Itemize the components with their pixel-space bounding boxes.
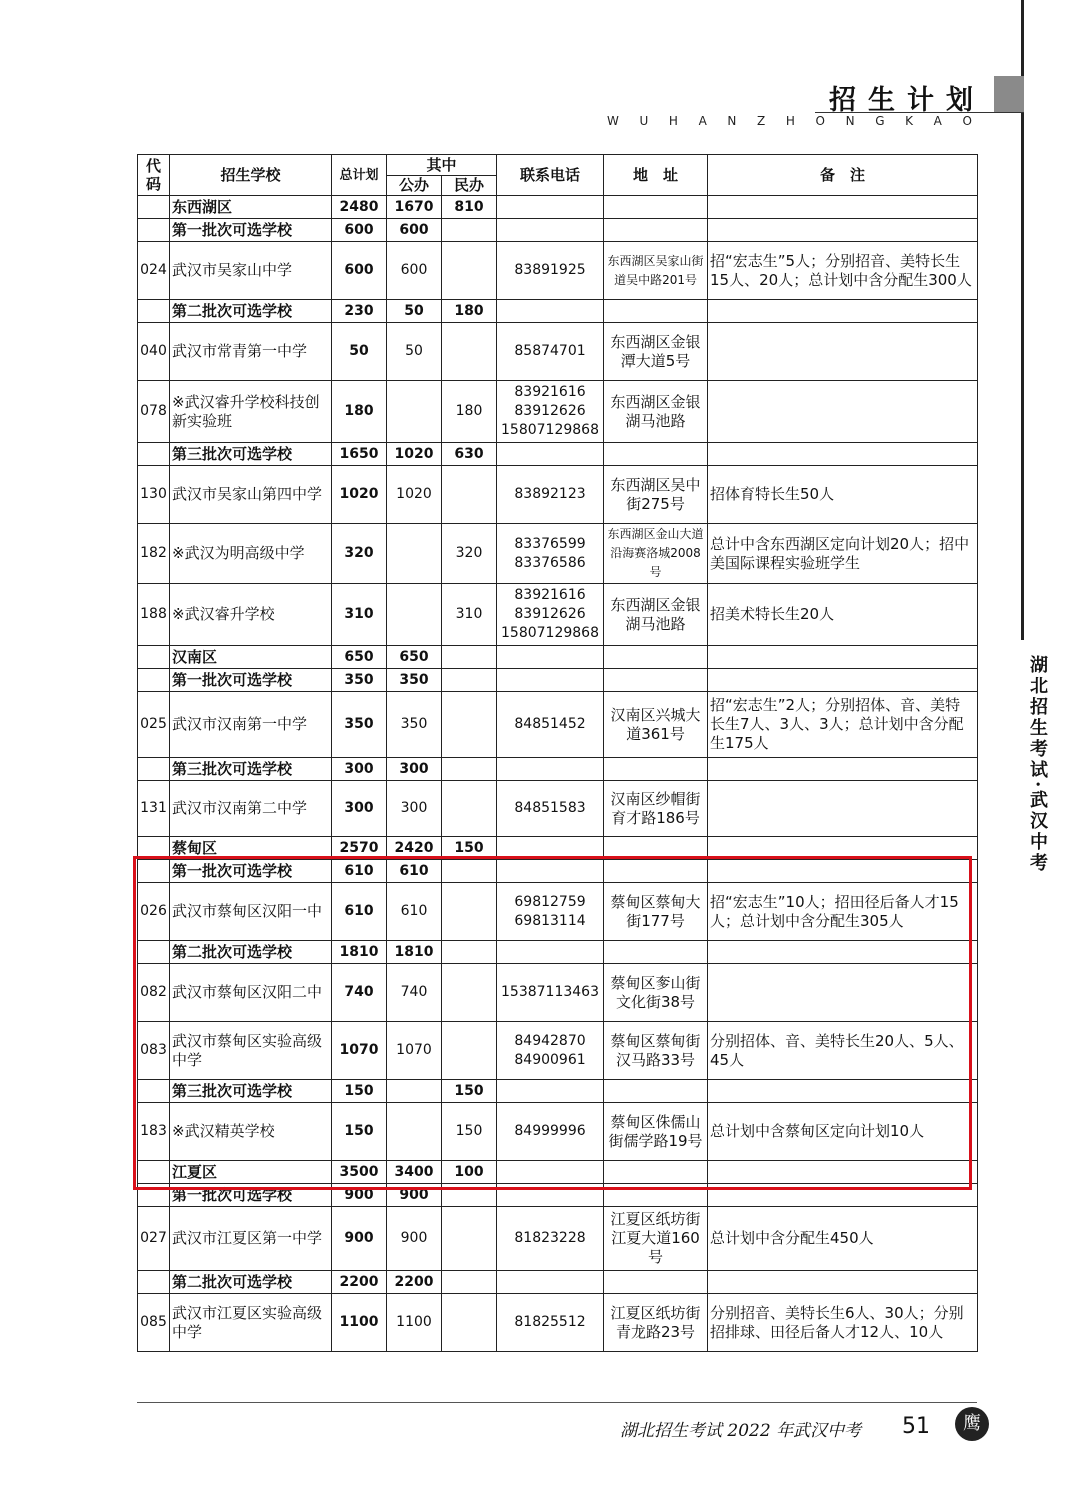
cell-pub: 50 xyxy=(387,323,442,381)
cell-addr xyxy=(604,300,708,323)
cell-remark: 总计划中含蔡甸区定向计划10人 xyxy=(708,1103,978,1161)
latin-letter: O xyxy=(815,114,825,128)
cell-priv: 810 xyxy=(442,196,497,219)
cell-total: 650 xyxy=(332,646,387,669)
latin-letter: N xyxy=(845,114,855,128)
bottom-rule xyxy=(137,1402,977,1403)
cell-code: 188 xyxy=(138,584,170,646)
cell-priv xyxy=(442,466,497,524)
cell-code: 131 xyxy=(138,781,170,837)
cell-addr: 东西湖区金山大道沿海赛洛城2008号 xyxy=(604,524,708,584)
cell-name: 第一批次可选学校 xyxy=(170,219,332,242)
cell-total: 900 xyxy=(332,1184,387,1207)
cell-code xyxy=(138,669,170,692)
cell-addr: 汉南区纱帽街育才路186号 xyxy=(604,781,708,837)
header-shade xyxy=(994,76,1024,112)
header-remark: 备 注 xyxy=(708,155,978,196)
cell-priv xyxy=(442,692,497,758)
cell-code: 024 xyxy=(138,242,170,300)
latin-letter: N xyxy=(727,114,737,128)
cell-code: 130 xyxy=(138,466,170,524)
cell-name: 武汉市常青第一中学 xyxy=(170,323,332,381)
cell-addr: 东西湖区金银湖马池路 xyxy=(604,381,708,443)
cell-pub: 1070 xyxy=(387,1022,442,1080)
cell-priv xyxy=(442,1207,497,1271)
cell-total: 2200 xyxy=(332,1271,387,1294)
cell-phone xyxy=(497,443,604,466)
cell-total: 230 xyxy=(332,300,387,323)
cell-priv: 150 xyxy=(442,1103,497,1161)
cell-total: 1070 xyxy=(332,1022,387,1080)
cell-code xyxy=(138,219,170,242)
cell-pub: 350 xyxy=(387,692,442,758)
cell-remark xyxy=(708,646,978,669)
cell-priv xyxy=(442,758,497,781)
cell-total: 1810 xyxy=(332,941,387,964)
cell-name: 第二批次可选学校 xyxy=(170,1271,332,1294)
header-total: 总计划 xyxy=(332,155,387,196)
header-school: 招生学校 xyxy=(170,155,332,196)
cell-code: 026 xyxy=(138,883,170,941)
table-row xyxy=(138,1294,978,1352)
cell-total: 900 xyxy=(332,1207,387,1271)
cell-total: 350 xyxy=(332,692,387,758)
cell-priv xyxy=(442,219,497,242)
section-row xyxy=(138,646,978,669)
cell-phone: 84851452 xyxy=(497,692,604,758)
cell-remark: 招“宏志生”5人；分别招音、美特长生15人、20人；总计划中含分配生300人 xyxy=(708,242,978,300)
cell-remark: 招“宏志生”10人；招田径后备人才15人；总计划中含分配生305人 xyxy=(708,883,978,941)
cell-phone: 15387113463 xyxy=(497,964,604,1022)
cell-total: 310 xyxy=(332,584,387,646)
cell-addr: 蔡甸区侏儒山街儒学路19号 xyxy=(604,1103,708,1161)
cell-name: 武汉市吴家山中学 xyxy=(170,242,332,300)
table-row xyxy=(138,524,978,584)
cell-remark xyxy=(708,300,978,323)
latin-letter: W xyxy=(607,114,619,128)
cell-name: 第二批次可选学校 xyxy=(170,941,332,964)
latin-letter: H xyxy=(785,114,795,128)
cell-phone: 83921616 83912626 15807129868 xyxy=(497,584,604,646)
side-title: 湖北招生考试·武汉中考 xyxy=(1027,655,1048,875)
section-row xyxy=(138,196,978,219)
cell-name: 武汉市江夏区第一中学 xyxy=(170,1207,332,1271)
cell-addr xyxy=(604,443,708,466)
cell-code: 025 xyxy=(138,692,170,758)
cell-addr: 东西湖区金银湖马池路 xyxy=(604,584,708,646)
cell-remark xyxy=(708,669,978,692)
cell-total: 610 xyxy=(332,883,387,941)
cell-addr: 东西湖区吴家山街道吴中路201号 xyxy=(604,242,708,300)
cell-total: 300 xyxy=(332,758,387,781)
cell-pub xyxy=(387,381,442,443)
cell-remark xyxy=(708,219,978,242)
cell-code xyxy=(138,758,170,781)
cell-pub xyxy=(387,584,442,646)
cell-code xyxy=(138,1271,170,1294)
cell-name: 第一批次可选学校 xyxy=(170,669,332,692)
header-private: 民办 xyxy=(442,176,497,196)
cell-code: 085 xyxy=(138,1294,170,1352)
cell-phone: 84942870 84900961 xyxy=(497,1022,604,1080)
cell-name: 武汉市汉南第二中学 xyxy=(170,781,332,837)
cell-name: 武汉市江夏区实验高级中学 xyxy=(170,1294,332,1352)
cell-phone: 84851583 xyxy=(497,781,604,837)
cell-name: 汉南区 xyxy=(170,646,332,669)
cell-remark xyxy=(708,196,978,219)
cell-remark: 招美术特长生20人 xyxy=(708,584,978,646)
cell-priv: 150 xyxy=(442,1080,497,1103)
cell-name: 武汉市蔡甸区汉阳一中 xyxy=(170,883,332,941)
highlight-box xyxy=(133,856,972,1190)
cell-code: 040 xyxy=(138,323,170,381)
cell-total: 600 xyxy=(332,219,387,242)
cell-priv xyxy=(442,646,497,669)
header-public: 公办 xyxy=(387,176,442,196)
cell-priv xyxy=(442,242,497,300)
table-row xyxy=(138,584,978,646)
cell-remark xyxy=(708,758,978,781)
page-header xyxy=(815,76,1024,116)
header-address: 地 址 xyxy=(604,155,708,196)
table-row xyxy=(138,692,978,758)
cell-total: 3500 xyxy=(332,1161,387,1184)
page-number: 51 xyxy=(902,1414,930,1439)
cell-priv: 310 xyxy=(442,584,497,646)
section-row xyxy=(138,758,978,781)
cell-addr: 东西湖区金银潭大道5号 xyxy=(604,323,708,381)
cell-total: 740 xyxy=(332,964,387,1022)
cell-total: 610 xyxy=(332,860,387,883)
table-row xyxy=(138,323,978,381)
cell-phone: 81823228 xyxy=(497,1207,604,1271)
cell-addr: 蔡甸区奓山街文化街38号 xyxy=(604,964,708,1022)
cell-addr: 江夏区纸坊街青龙路23号 xyxy=(604,1294,708,1352)
latin-letter: A xyxy=(933,114,942,128)
cell-remark: 招“宏志生”2人；分别招体、音、美特长生7人、3人、3人；总计划中含分配生175人 xyxy=(708,692,978,758)
table-row xyxy=(138,781,978,837)
cell-addr: 东西湖区吴中街275号 xyxy=(604,466,708,524)
cell-priv xyxy=(442,669,497,692)
cell-pub: 1100 xyxy=(387,1294,442,1352)
cell-addr: 江夏区纸坊街江夏大道160号 xyxy=(604,1207,708,1271)
cell-name: 武汉市蔡甸区实验高级中学 xyxy=(170,1022,332,1080)
header-code: 代码 xyxy=(138,155,170,196)
table-row xyxy=(138,1207,978,1271)
cell-phone xyxy=(497,1271,604,1294)
cell-name: 武汉市汉南第一中学 xyxy=(170,692,332,758)
cell-pub: 350 xyxy=(387,669,442,692)
cell-total: 50 xyxy=(332,323,387,381)
section-row xyxy=(138,1271,978,1294)
section-row xyxy=(138,443,978,466)
cell-pub: 300 xyxy=(387,758,442,781)
header-latin xyxy=(607,114,972,128)
cell-phone: 81825512 xyxy=(497,1294,604,1352)
cell-phone: 69812759 69813114 xyxy=(497,883,604,941)
cell-phone xyxy=(497,669,604,692)
cell-name: 第三批次可选学校 xyxy=(170,1080,332,1103)
cell-name: 第二批次可选学校 xyxy=(170,300,332,323)
cell-pub: 900 xyxy=(387,1207,442,1271)
section-row xyxy=(138,300,978,323)
cell-code: 183 xyxy=(138,1103,170,1161)
cell-remark xyxy=(708,323,978,381)
section-row xyxy=(138,219,978,242)
cell-phone: 83891925 xyxy=(497,242,604,300)
cell-code: 078 xyxy=(138,381,170,443)
cell-priv xyxy=(442,323,497,381)
cell-pub: 1810 xyxy=(387,941,442,964)
cell-pub: 2420 xyxy=(387,837,442,860)
cell-name: 武汉市吴家山第四中学 xyxy=(170,466,332,524)
header-title: 招生计划 xyxy=(829,85,985,116)
cell-total: 1650 xyxy=(332,443,387,466)
cell-pub: 600 xyxy=(387,242,442,300)
cell-priv: 630 xyxy=(442,443,497,466)
cell-phone xyxy=(497,300,604,323)
cell-priv xyxy=(442,1294,497,1352)
header-of-which: 其中 xyxy=(387,155,497,176)
latin-letter: G xyxy=(875,114,885,128)
cell-code xyxy=(138,646,170,669)
cell-phone xyxy=(497,219,604,242)
eagle-logo-icon: 鹰 xyxy=(955,1407,989,1441)
latin-letter: A xyxy=(698,114,707,128)
cell-code: 083 xyxy=(138,1022,170,1080)
cell-addr xyxy=(604,1271,708,1294)
cell-total: 300 xyxy=(332,781,387,837)
cell-code xyxy=(138,196,170,219)
cell-name: ※武汉为明高级中学 xyxy=(170,524,332,584)
cell-remark xyxy=(708,1271,978,1294)
cell-remark xyxy=(708,781,978,837)
footer-text: 湖北招生考试 2022 年武汉中考 xyxy=(620,1421,862,1441)
latin-letter: Z xyxy=(757,114,766,128)
cell-addr xyxy=(604,758,708,781)
cell-total: 150 xyxy=(332,1080,387,1103)
cell-addr xyxy=(604,219,708,242)
cell-name: 第三批次可选学校 xyxy=(170,443,332,466)
cell-pub xyxy=(387,524,442,584)
cell-name: 第一批次可选学校 xyxy=(170,1184,332,1207)
cell-pub: 50 xyxy=(387,300,442,323)
latin-letter: K xyxy=(905,114,914,128)
cell-total: 150 xyxy=(332,1103,387,1161)
cell-priv: 150 xyxy=(442,837,497,860)
cell-total: 2480 xyxy=(332,196,387,219)
cell-name: 第一批次可选学校 xyxy=(170,860,332,883)
cell-total: 350 xyxy=(332,669,387,692)
cell-name: ※武汉睿升学校科技创新实验班 xyxy=(170,381,332,443)
cell-remark: 总计中含东西湖区定向计划20人；招中美国际课程实验班学生 xyxy=(708,524,978,584)
cell-addr: 蔡甸区蔡甸大街177号 xyxy=(604,883,708,941)
cell-pub: 610 xyxy=(387,883,442,941)
cell-phone: 84999996 xyxy=(497,1103,604,1161)
latin-letter: U xyxy=(639,114,649,128)
cell-name: ※武汉睿升学校 xyxy=(170,584,332,646)
cell-priv: 180 xyxy=(442,381,497,443)
cell-pub: 740 xyxy=(387,964,442,1022)
cell-priv xyxy=(442,1271,497,1294)
header-phone: 联系电话 xyxy=(497,155,604,196)
cell-pub: 300 xyxy=(387,781,442,837)
cell-phone xyxy=(497,758,604,781)
cell-pub: 3400 xyxy=(387,1161,442,1184)
cell-pub: 900 xyxy=(387,1184,442,1207)
cell-pub: 600 xyxy=(387,219,442,242)
cell-addr xyxy=(604,646,708,669)
cell-name: 第三批次可选学校 xyxy=(170,758,332,781)
cell-remark: 招体育特长生50人 xyxy=(708,466,978,524)
table-row xyxy=(138,466,978,524)
cell-remark: 分别招体、音、美特长生20人、5人、45人 xyxy=(708,1022,978,1080)
cell-total: 1100 xyxy=(332,1294,387,1352)
cell-priv: 320 xyxy=(442,524,497,584)
cell-name: 江夏区 xyxy=(170,1161,332,1184)
cell-name: ※武汉精英学校 xyxy=(170,1103,332,1161)
cell-remark: 总计划中含分配生450人 xyxy=(708,1207,978,1271)
cell-pub: 1020 xyxy=(387,443,442,466)
cell-name: 蔡甸区 xyxy=(170,837,332,860)
cell-remark xyxy=(708,443,978,466)
cell-total: 320 xyxy=(332,524,387,584)
cell-phone: 83376599 83376586 xyxy=(497,524,604,584)
section-row xyxy=(138,669,978,692)
cell-pub: 650 xyxy=(387,646,442,669)
cell-total: 180 xyxy=(332,381,387,443)
cell-addr: 蔡甸区蔡甸街汉马路33号 xyxy=(604,1022,708,1080)
cell-phone xyxy=(497,646,604,669)
cell-code xyxy=(138,300,170,323)
cell-remark: 分别招音、美特长生6人、30人；分别招排球、田径后备人才12人、10人 xyxy=(708,1294,978,1352)
cell-phone xyxy=(497,196,604,219)
cell-priv xyxy=(442,781,497,837)
cell-addr: 汉南区兴城大道361号 xyxy=(604,692,708,758)
cell-addr xyxy=(604,669,708,692)
cell-code: 027 xyxy=(138,1207,170,1271)
cell-priv: 100 xyxy=(442,1161,497,1184)
latin-letter: O xyxy=(962,114,972,128)
cell-code: 082 xyxy=(138,964,170,1022)
cell-pub: 1020 xyxy=(387,466,442,524)
table-row xyxy=(138,381,978,443)
latin-letter: H xyxy=(668,114,678,128)
cell-addr xyxy=(604,196,708,219)
table-row xyxy=(138,242,978,300)
cell-name: 武汉市蔡甸区汉阳二中 xyxy=(170,964,332,1022)
cell-code xyxy=(138,443,170,466)
cell-phone: 85874701 xyxy=(497,323,604,381)
cell-phone: 83892123 xyxy=(497,466,604,524)
cell-priv: 180 xyxy=(442,300,497,323)
cell-pub: 1670 xyxy=(387,196,442,219)
cell-pub: 2200 xyxy=(387,1271,442,1294)
cell-pub: 610 xyxy=(387,860,442,883)
cell-total: 600 xyxy=(332,242,387,300)
cell-total: 2570 xyxy=(332,837,387,860)
cell-remark xyxy=(708,381,978,443)
cell-phone: 83921616 83912626 15807129868 xyxy=(497,381,604,443)
cell-name: 东西湖区 xyxy=(170,196,332,219)
cell-code: 182 xyxy=(138,524,170,584)
cell-total: 1020 xyxy=(332,466,387,524)
